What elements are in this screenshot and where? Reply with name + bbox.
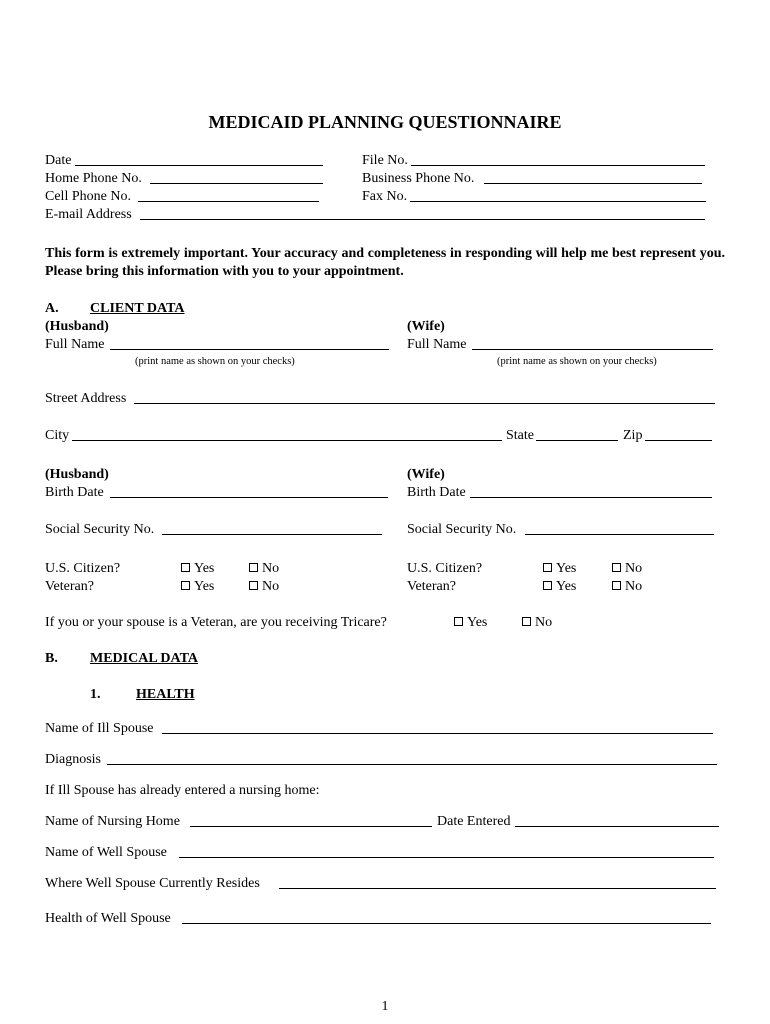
wife-veteran-no[interactable]: No	[612, 578, 642, 595]
tricare-question: If you or your spouse is a Veteran, are you receiving Tricare?	[45, 615, 387, 630]
checkbox-icon	[543, 581, 552, 590]
wife-full-name-field[interactable]	[472, 349, 713, 350]
husband-full-name-field[interactable]	[110, 349, 389, 350]
home-phone-field[interactable]	[150, 183, 323, 184]
well-health-field[interactable]	[182, 923, 711, 924]
wife-birth-date-field[interactable]	[470, 497, 712, 498]
date-field[interactable]	[75, 165, 323, 166]
intro-paragraph: This form is extremely important. Your accuracy and completeness in responding will help me best represent you. Please bring this information with you to your appointment.	[45, 246, 725, 279]
husband-veteran-no[interactable]: No	[249, 578, 279, 595]
page-number: 1	[381, 999, 389, 1014]
husband-citizen-no[interactable]: No	[249, 560, 279, 577]
wife-citizen-no[interactable]: No	[612, 560, 642, 577]
wife-heading: (Wife)	[407, 319, 445, 334]
cell-phone-label: Cell Phone No.	[45, 189, 131, 204]
tricare-no[interactable]: No	[522, 614, 552, 631]
state-label: State	[506, 428, 534, 443]
page-title: MEDICAID PLANNING QUESTIONNAIRE	[208, 112, 562, 132]
husband-print-hint: (print name as shown on your checks)	[135, 356, 295, 367]
husband-heading-2: (Husband)	[45, 467, 109, 482]
wife-full-name-label: Full Name	[407, 337, 467, 352]
wife-heading-2: (Wife)	[407, 467, 445, 482]
section-b-number: B.	[45, 651, 58, 666]
diagnosis-field[interactable]	[107, 764, 717, 765]
checkbox-icon	[522, 617, 531, 626]
husband-veteran-label: Veteran?	[45, 579, 94, 594]
date-entered-field[interactable]	[515, 826, 719, 827]
husband-ssn-label: Social Security No.	[45, 522, 155, 537]
section-a-number: A.	[45, 301, 59, 316]
email-field[interactable]	[140, 219, 705, 220]
wife-veteran-yes[interactable]: Yes	[543, 578, 576, 595]
husband-citizen-label: U.S. Citizen?	[45, 561, 121, 576]
wife-veteran-label: Veteran?	[407, 579, 456, 594]
husband-heading: (Husband)	[45, 319, 109, 334]
health-number: 1.	[90, 687, 101, 702]
zip-label: Zip	[623, 428, 643, 443]
fax-no-label: Fax No.	[362, 189, 408, 204]
state-field[interactable]	[536, 440, 618, 441]
checkbox-icon	[612, 581, 621, 590]
street-address-label: Street Address	[45, 391, 127, 406]
diagnosis-label: Diagnosis	[45, 752, 101, 767]
wife-citizen-yes[interactable]: Yes	[543, 560, 576, 577]
home-phone-label: Home Phone No.	[45, 171, 142, 186]
checkbox-icon	[181, 581, 190, 590]
wife-print-hint: (print name as shown on your checks)	[497, 356, 657, 367]
health-title: HEALTH	[136, 687, 195, 702]
cell-phone-field[interactable]	[138, 201, 319, 202]
husband-citizen-yes[interactable]: Yes	[181, 560, 214, 577]
husband-full-name-label: Full Name	[45, 337, 105, 352]
wife-ssn-field[interactable]	[525, 534, 714, 535]
checkbox-icon	[454, 617, 463, 626]
well-spouse-label: Name of Well Spouse	[45, 845, 167, 860]
well-health-label: Health of Well Spouse	[45, 911, 171, 926]
well-spouse-field[interactable]	[179, 857, 714, 858]
date-entered-label: Date Entered	[437, 814, 511, 829]
city-field[interactable]	[72, 440, 502, 441]
well-resides-label: Where Well Spouse Currently Resides	[45, 876, 260, 891]
section-b-title: MEDICAL DATA	[90, 651, 198, 666]
husband-birth-date-label: Birth Date	[45, 485, 104, 500]
fax-no-field[interactable]	[410, 201, 706, 202]
wife-ssn-label: Social Security No.	[407, 522, 517, 537]
street-address-field[interactable]	[134, 403, 715, 404]
city-label: City	[45, 428, 70, 443]
wife-birth-date-label: Birth Date	[407, 485, 466, 500]
nursing-home-intro: If Ill Spouse has already entered a nursing home:	[45, 783, 320, 798]
checkbox-icon	[612, 563, 621, 572]
section-a-title: CLIENT DATA	[90, 301, 185, 316]
file-no-field[interactable]	[411, 165, 705, 166]
ill-spouse-label: Name of Ill Spouse	[45, 721, 154, 736]
wife-citizen-label: U.S. Citizen?	[407, 561, 483, 576]
file-no-label: File No.	[362, 153, 408, 168]
checkbox-icon	[543, 563, 552, 572]
checkbox-icon	[249, 563, 258, 572]
tricare-yes[interactable]: Yes	[454, 614, 487, 631]
checkbox-icon	[249, 581, 258, 590]
email-label: E-mail Address	[45, 207, 132, 222]
well-resides-field[interactable]	[279, 888, 716, 889]
nursing-home-field[interactable]	[190, 826, 432, 827]
business-phone-field[interactable]	[484, 183, 702, 184]
husband-veteran-yes[interactable]: Yes	[181, 578, 214, 595]
business-phone-label: Business Phone No.	[362, 171, 475, 186]
nursing-home-label: Name of Nursing Home	[45, 814, 180, 829]
date-label: Date	[45, 153, 72, 168]
husband-ssn-field[interactable]	[162, 534, 382, 535]
ill-spouse-field[interactable]	[162, 733, 713, 734]
husband-birth-date-field[interactable]	[110, 497, 388, 498]
zip-field[interactable]	[645, 440, 712, 441]
checkbox-icon	[181, 563, 190, 572]
